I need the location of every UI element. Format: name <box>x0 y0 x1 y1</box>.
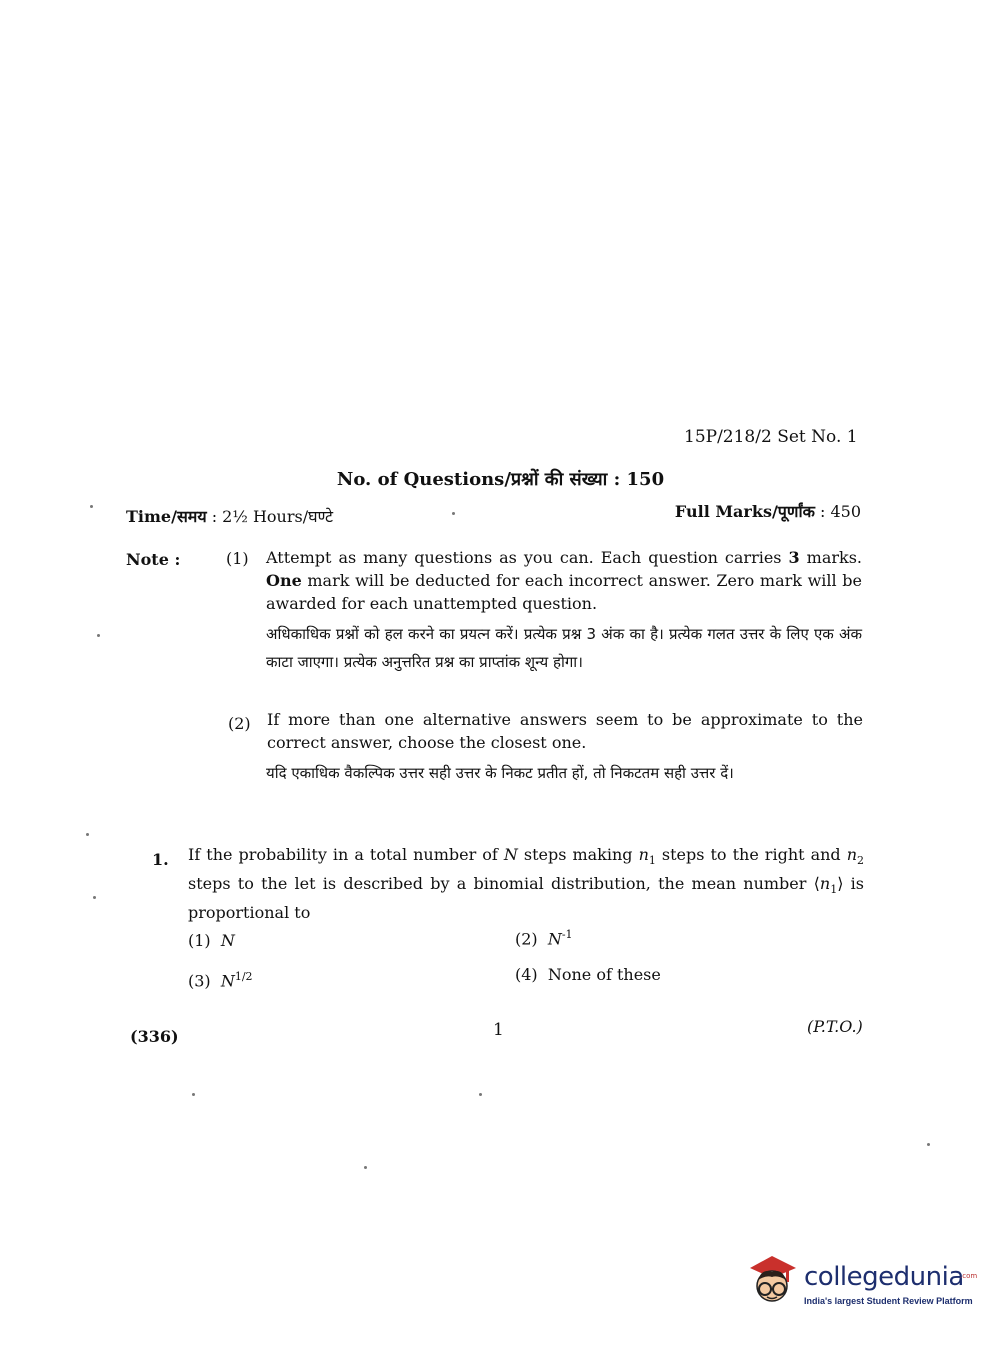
option-label: (4) <box>515 965 538 984</box>
option-value: None of these <box>547 965 661 984</box>
full-marks-label: Full Marks/पूर्णांक <box>674 502 815 521</box>
option-value: N <box>220 931 235 950</box>
subscript: 1 <box>648 854 656 868</box>
text-bold: One <box>266 571 302 590</box>
option-1[interactable] <box>188 931 235 950</box>
text: marks. <box>799 548 863 567</box>
scan-speck <box>97 634 100 637</box>
scan-speck <box>93 896 96 899</box>
collegedunia-logo[interactable] <box>742 1250 978 1320</box>
time-value: : 2½ Hours/घण्टे <box>206 507 334 526</box>
note-item-1-hindi: अधिकाधिक प्रश्नों को हल करने का प्रयत्न करें। प्रत्येक प्रश्न 3 अंक का है। प्रत्येक गलत उत्तर के लिए एक अंक काटा जाएगा। प्रत्येक अनुत्तरित प्रश्न का प्राप्तांक शून्य होगा। <box>266 625 862 671</box>
scan-speck <box>452 512 455 515</box>
var-n: n <box>819 874 831 894</box>
option-value: N <box>547 929 562 949</box>
please-turn-over: (P.T.O.) <box>807 1017 863 1036</box>
text: steps to the let is described by a binomial distribution, the mean number ⟨ <box>188 874 820 894</box>
text: mark will be deducted for each incorrect answer. Zero mark will be awarded for each unattempted question. <box>266 571 862 613</box>
option-superscript: 1/2 <box>234 970 253 983</box>
note-item-number: (1) <box>226 549 249 568</box>
full-marks-value: : 450 <box>814 502 861 521</box>
brand-tagline: India's largest Student Review Platform <box>804 1296 973 1306</box>
scan-speck <box>927 1143 930 1146</box>
option-3[interactable] <box>188 970 253 990</box>
question-text <box>188 843 864 924</box>
scan-speck <box>90 505 93 508</box>
subscript: 2 <box>857 854 865 868</box>
mascot-icon <box>742 1250 802 1314</box>
number-of-questions: No. of Questions/प्रश्नों की संख्या : 150 <box>336 469 665 490</box>
note-item-number: (2) <box>228 714 251 733</box>
text-bold: 3 <box>788 548 800 567</box>
note-item-1-english <box>266 546 862 615</box>
subscript: 1 <box>830 883 838 897</box>
time-label: Time/समय <box>126 507 207 526</box>
note-item-2-hindi: यदि एकाधिक वैकल्पिक उत्तर सही उत्तर के निकट प्रतीत हों, तो निकटतम सही उत्तर दें। <box>266 764 734 782</box>
option-value: N <box>220 971 235 991</box>
time-allowed <box>126 505 333 527</box>
var-n: n <box>846 845 858 864</box>
full-marks <box>675 500 861 522</box>
option-4[interactable] <box>515 965 661 984</box>
scan-speck <box>86 833 89 836</box>
option-label: (2) <box>515 929 538 949</box>
brand-name: collegedunia <box>804 1262 964 1292</box>
scan-speck <box>364 1166 367 1169</box>
var-N: N <box>503 845 518 864</box>
text: If the probability in a total number of <box>188 845 504 864</box>
var-n: n <box>638 845 649 864</box>
option-label: (3) <box>188 971 211 991</box>
option-2[interactable] <box>515 928 573 948</box>
text: steps making <box>517 845 639 864</box>
page-code: (336) <box>130 1027 179 1046</box>
option-superscript: -1 <box>561 928 573 941</box>
note-label: Note : <box>126 550 181 569</box>
scan-speck <box>479 1093 482 1096</box>
page-number: 1 <box>493 1020 504 1040</box>
note-item-2-english: If more than one alternative answers seem to be approximate to the correct answer, choose the closest one. <box>267 710 863 752</box>
text: Attempt as many questions as you can. Each question carries <box>266 548 789 567</box>
option-label: (1) <box>188 931 211 950</box>
brand-domain: .com <box>960 1272 978 1280</box>
text: steps to the right and <box>655 845 847 864</box>
scan-speck <box>192 1093 195 1096</box>
question-number: 1. <box>152 850 169 869</box>
text: ⟩ is proportional to <box>188 874 865 923</box>
set-number: 15P/218/2 Set No. 1 <box>684 427 858 447</box>
